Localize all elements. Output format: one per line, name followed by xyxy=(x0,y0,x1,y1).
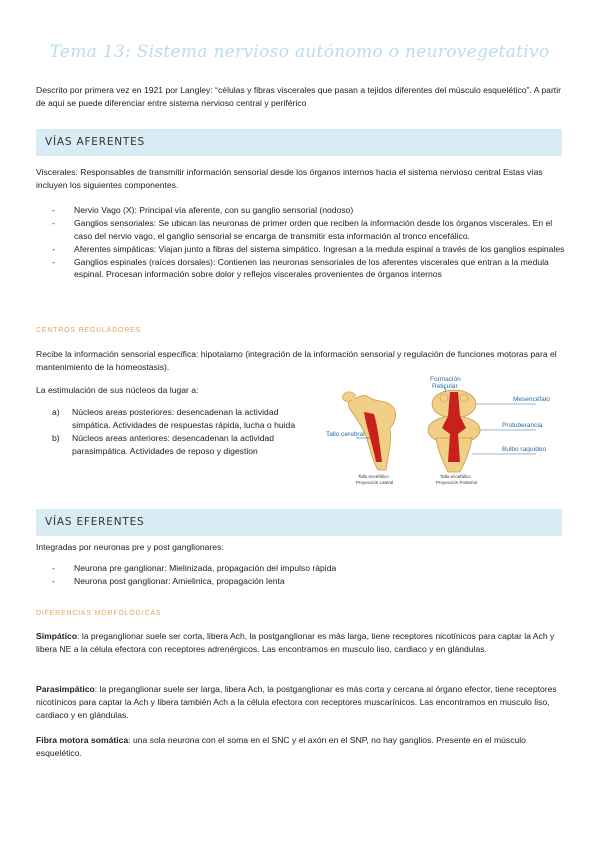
section-eferentes xyxy=(36,509,562,536)
list-item: - Neurona post ganglionar: Amielinica, propagación lenta xyxy=(52,575,285,586)
label-bulbo: Bulbo raquídeo xyxy=(502,446,547,453)
list-item: - Aferentes simpáticas: Viajan junto a fibras del sistema simpático. Ingresan a la medula espinal a través de los ganglios espinales xyxy=(52,243,565,254)
eferentes-intro: Integradas por neuronas pre y post ganglionares: xyxy=(36,542,224,552)
label-protuberancia: Protuberancia xyxy=(502,422,543,429)
fibra-paragraph: Fibra motora somática: una sola neurona con el soma en el SNC y el axón en el SNP, no hay ganglios. Presente en el músculo esquelético. xyxy=(36,735,526,758)
section-heading: VÍAS AFERENTES xyxy=(45,135,146,148)
list-item: - Nervio Vago (X): Principal vía aferente, con su ganglio sensorial (nodoso) xyxy=(52,205,354,215)
simpatico-label: Simpático xyxy=(36,631,78,641)
section-heading: VÍAS EFERENTES xyxy=(45,515,145,528)
parasimpatico-paragraph: Parasimpático: la preganglionar suele ser larga, libera Ach, la postganglionar es más corta y cercana al órgano efector, tiene receptores nicotínicos para captar la Ach y libera también Ach a la célula efectora con receptores muscarínicos. Las encontramos en musculo liso, cardiaco y en glándulas. xyxy=(36,684,557,720)
caption-posterior-2: Proyección Posterior xyxy=(436,480,478,485)
caption-posterior-1: Tallo encefálico xyxy=(440,474,471,479)
simpatico-paragraph: Simpático: la preganglionar suele ser corta, libera Ach, la postganglionar es más larga, tiene receptores nicotínicos para captar la Ach y libera NE a la célula efectora con receptores adrenérgicos. Las encontramos en musculo liso, cardiaco y en glándulas. xyxy=(36,631,555,654)
posterior-view xyxy=(428,390,480,472)
page-title: Tema 13: Sistema nervioso autónomo o neurovegetativo xyxy=(49,42,550,62)
fibra-label: Fibra motora somática xyxy=(36,735,129,745)
centros-paragraph-2: La estimulación de sus núcleos da lugar a: xyxy=(36,385,199,395)
list-item: - Ganglios espinales (raíces dorsales): Contienen las neuronas sensoriales de los aferentes viscerales que entran a la medula espinal. Procesan información sobre dolor y reflejos viscerales provenientes de órganos internos xyxy=(52,256,549,280)
list-item: - Neurona pre ganglionar: Mielinizada, propagación del impulso rápida xyxy=(52,563,337,573)
intro-paragraph: Descrito por primera vez en 1921 por Langley: “células y fibras viscerales que pasan a tejidos diferentes del músculo esquelético”. A partir de aquí se puede diferenciar entre sistema nervioso central y periférico xyxy=(36,85,561,108)
label-mesencefalo: Mesencéfalo xyxy=(513,396,550,403)
caption-lateral-2: Proyección Lateral xyxy=(356,480,394,485)
list-item: a) Núcleos areas posteriores: desencadenan la actividad simpática. Actividades de respuestas rápida, lucha o huida xyxy=(52,407,296,430)
eferentes-list xyxy=(52,562,566,588)
list-item: - Ganglios sensoriales: Se ubican las neuronas de primer orden que reciben la información desde los órganos viscerales. En el caso del nervio vago, el ganglio sensorial se encarga de transmitir esta información al tronco encefálico. xyxy=(52,217,553,241)
subhead-diferencias: DIFERENCIAS MORFOLÓGICAS xyxy=(36,610,162,617)
brainstem-figure xyxy=(326,376,566,486)
caption-lateral-1: Tallo encefálico xyxy=(358,474,389,479)
section-aferentes xyxy=(36,129,562,156)
aferentes-intro: Viscerales: Responsables de transmitir información sensorial desde los órganos internos hacia el sistema nervioso central Estas vías incluyen los siguientes componentes. xyxy=(36,167,543,190)
centros-paragraph: Recibe la información sensorial especifica: hipotalamo (integración de la información sensorial y regulación de funciones motoras para el mantenimiento de la homeostasis). xyxy=(36,349,557,372)
parasimpatico-label: Parasimpático xyxy=(36,684,95,694)
centros-list xyxy=(52,406,314,458)
label-formacion: Formación xyxy=(430,376,461,383)
list-item: b) Núcleos areas anteriores: desencadenan la actividad parasimpática. Actividades de reposo y digestion xyxy=(52,432,275,456)
label-tallo: Tallo cerebral xyxy=(326,431,365,438)
aferentes-list xyxy=(52,204,566,281)
subhead-centros: CENTROS REGULADORES xyxy=(36,327,142,334)
label-reticular: Reticular xyxy=(432,383,458,390)
